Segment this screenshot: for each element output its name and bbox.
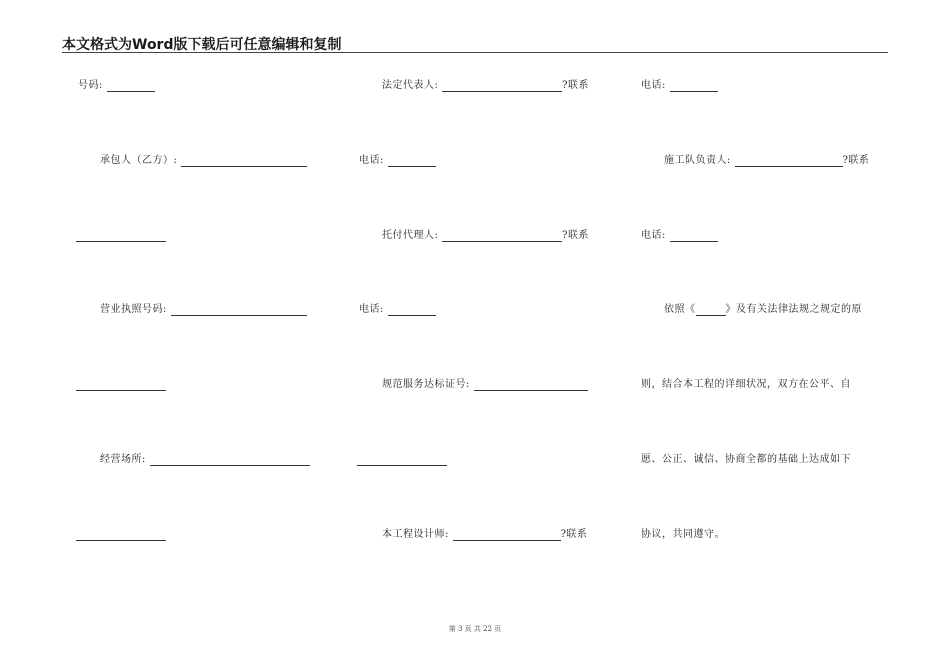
telephone-label: 电话: xyxy=(359,304,384,315)
telephone-label: 电话: xyxy=(359,155,384,166)
continuation-blank xyxy=(76,380,166,391)
business-license-field xyxy=(100,304,307,316)
service-cert-label: 规范服务达标证号: xyxy=(382,379,470,390)
contractor-blank xyxy=(181,156,307,167)
continuation-blank xyxy=(76,530,166,541)
contact-suffix: ?联系 xyxy=(842,155,870,166)
contact-suffix: ?联系 xyxy=(560,529,588,540)
continuation-blank xyxy=(357,455,447,466)
agent-blank xyxy=(442,231,562,242)
telephone-blank xyxy=(388,156,436,167)
legal-representative-label: 法定代表人: xyxy=(382,80,439,91)
business-address-blank xyxy=(150,455,310,466)
legal-representative-field xyxy=(382,80,589,92)
legal-representative-blank xyxy=(442,81,562,92)
agreement-paragraph-line: 协议，共同遵守。 xyxy=(641,529,725,540)
agent-label: 托付代理人: xyxy=(382,230,439,241)
business-address-field xyxy=(100,454,310,466)
contact-suffix: ?联系 xyxy=(562,230,589,241)
team-leader-label: 施工队负责人: xyxy=(664,155,731,166)
telephone-blank xyxy=(388,305,436,316)
contractor-field xyxy=(100,155,307,167)
phone-number-label: 号码: xyxy=(78,80,103,91)
telephone-field xyxy=(641,230,718,242)
telephone-field xyxy=(359,155,436,167)
agreement-paragraph-line: 愿、公正、诚信、协商全都的基础上达成如下 xyxy=(641,454,851,465)
agent-field xyxy=(382,230,589,242)
telephone-label: 电话: xyxy=(641,230,666,241)
telephone-field xyxy=(641,80,718,92)
contact-suffix: ?联系 xyxy=(562,80,589,91)
business-license-blank xyxy=(171,305,307,316)
team-leader-blank xyxy=(735,156,843,167)
continuation-blank-field xyxy=(76,529,166,541)
basis-text-end: 》及有关法律法规之规定的原 xyxy=(725,304,862,315)
contractor-label: 承包人（乙方）: xyxy=(100,155,178,166)
phone-number-blank xyxy=(107,81,155,92)
team-leader-field xyxy=(664,155,869,167)
telephone-label: 电话: xyxy=(641,80,666,91)
business-license-label: 营业执照号码: xyxy=(100,304,167,315)
agreement-basis-text xyxy=(664,304,862,316)
continuation-blank-field xyxy=(76,230,166,242)
telephone-blank xyxy=(670,231,718,242)
basis-text-start: 依照《 xyxy=(664,304,696,315)
telephone-blank xyxy=(670,81,718,92)
designer-blank xyxy=(453,530,561,541)
page-number-footer: 第 3 页 共 22 页 xyxy=(448,625,502,633)
service-cert-field xyxy=(382,379,588,391)
continuation-blank-field xyxy=(76,379,166,391)
business-address-label: 经营场所: xyxy=(100,454,146,465)
service-cert-blank xyxy=(474,380,588,391)
law-name-blank xyxy=(696,305,726,316)
designer-label: 本工程设计师: xyxy=(382,529,449,540)
telephone-field xyxy=(359,304,436,316)
designer-field xyxy=(382,529,587,541)
header-divider xyxy=(62,52,888,53)
page-header-title: 本文格式为Word版下载后可任意编辑和复制 xyxy=(62,37,342,53)
continuation-blank xyxy=(76,231,166,242)
continuation-blank-field xyxy=(357,454,447,466)
phone-number-field xyxy=(78,80,155,92)
agreement-paragraph-line: 则，结合本工程的详细状况，双方在公平、自 xyxy=(641,379,851,390)
